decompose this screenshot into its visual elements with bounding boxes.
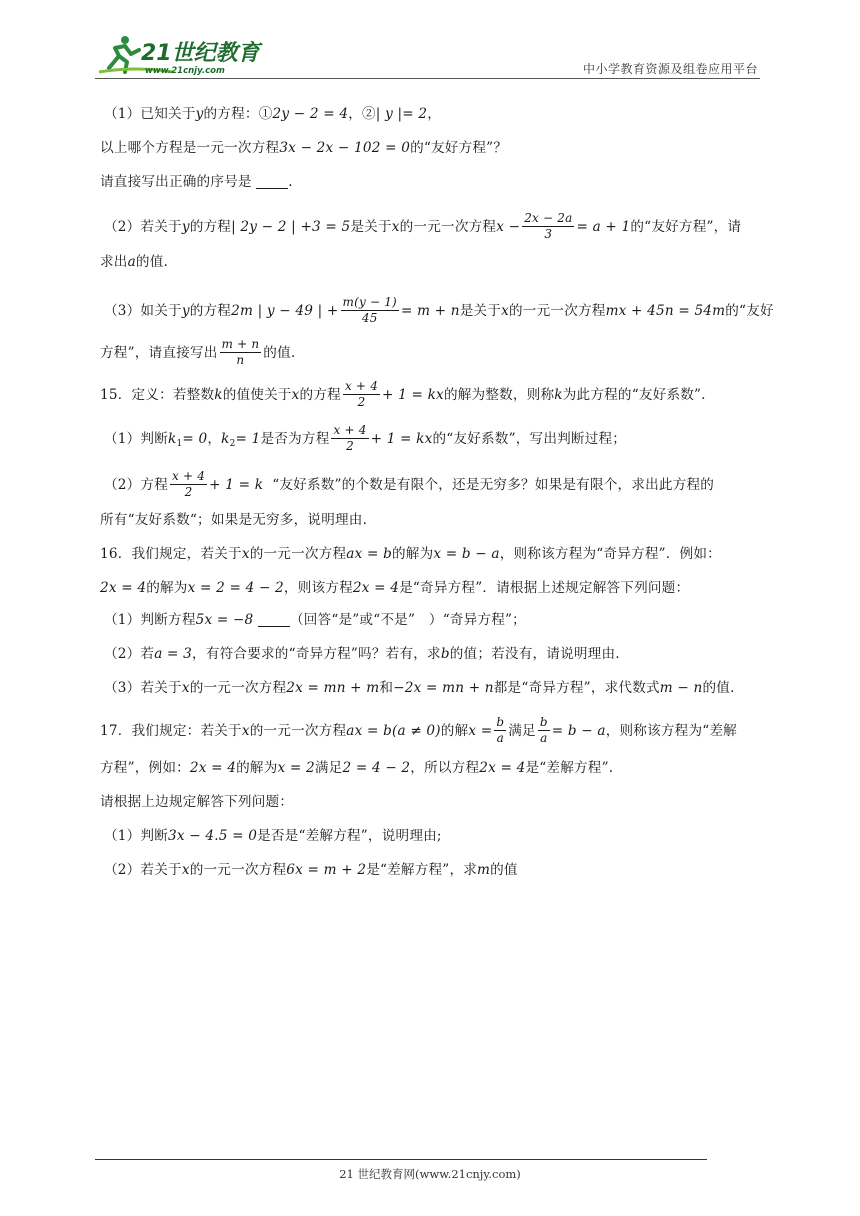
fraction: $\frac{b}{a}$ [496,715,505,745]
header-divider [95,78,760,79]
fraction: $\frac{m + n}{n}$ [221,337,260,367]
answer-blank [258,612,290,627]
q14-part1-line3: 请直接写出正确的序号是 . [100,174,293,190]
fraction: $\frac{x + 4}{2}$ [333,423,367,453]
footer-divider [95,1159,707,1160]
fraction: $\frac{x + 4}{2}$ [172,469,206,499]
platform-title: 中小学教育资源及组卷应用平台 [582,62,758,76]
q17-line1: 17．我们规定：若关于x的一元一次方程ax = b(a ≠ 0)的解x = $\frac{b}{a}$ 满足 $\frac{b}{a}$ = b − a，则称该方程为“差解 [100,715,737,745]
q17-line2: 方程”，例如：2x = 4的解为x = 2满足2 = 4 − 2，所以方程2x = 4是“差解方程”. [100,760,614,776]
q14-part1-line2: 以上哪个方程是一元一次方程3x − 2x − 102 = 0的“友好方程”？ [100,140,508,156]
fraction: $\frac{m(y - 1)}{45}$ [342,295,397,325]
page-header [95,28,760,80]
q15-line1: 15．定义：若整数k的值使关于x的方程 $\frac{x + 4}{2}$ + 1 = kx的解为整数，则称k为此方程的“友好系数”. [100,379,706,409]
q14-part3-line1: （3）如关于y的方程2m | y − 49 | + $\frac{m(y - 1)}{45}$ = m + n是关于x的一元一次方程mx + 45n = 54m的“友好 [104,295,774,325]
answer-blank [256,174,288,189]
q16-part1: （1）判断方程5x = −8 （回答“是”或“不是” ）“奇异方程”； [104,612,526,628]
q17-line3: 请根据上边规定解答下列问题： [100,794,294,810]
q14-part1-line1: （1）已知关于y的方程：①2y − 2 = 4，②| y |= 2， [104,106,442,122]
q16-part2: （2）若a = 3，有符合要求的“奇异方程”吗？若有，求b的值；若没有，请说明理由. [104,646,620,662]
q14-part2-line2: 求出a的值. [100,254,169,270]
q16-line1: 16．我们规定，若关于x的一元一次方程ax = b的解为x = b − a，则称该方程为“奇异方程”．例如： [100,546,721,562]
logo-url: www.21cnjy.com [145,66,225,76]
logo [95,28,265,80]
page-footer: 21 世纪教育网(www.21cnjy.com) [339,1167,521,1181]
fraction: $\frac{x + 4}{2}$ [344,379,379,409]
q14-part2-line1: （2）若关于y的方程| 2y − 2 | +3 = 5是关于x的一元一次方程x − $\frac{2x - 2a}{3}$ = a + 1的“友好方程”，请 [104,211,742,241]
q16-line2: 2x = 4的解为x = 2 = 4 − 2，则该方程2x = 4是“奇异方程”．请根据上述规定解答下列问题： [100,580,690,596]
fraction: $\frac{2x - 2a}{3}$ [524,211,573,241]
q14-part3-line2: 方程”，请直接写出 $\frac{m + n}{n}$ 的值. [100,337,296,367]
q17-part2: （2）若关于x的一元一次方程6x = m + 2是“差解方程”，求m的值 [104,862,518,878]
fraction: $\frac{b}{a}$ [539,715,548,745]
q16-part3: （3）若关于x的一元一次方程2x = mn + m和−2x = mn + n都是“奇异方程”，求代数式m − n的值. [104,680,735,696]
q17-part1: （1）判断3x − 4.5 = 0是否是“差解方程”，说明理由; [104,828,442,844]
q15-part2-line2: 所有“友好系数“；如果是无穷多，说明理由. [100,512,368,528]
logo-text: 21世纪教育 [141,41,260,66]
q15-part1: （1）判断$k_1= 0$，$k_2= 1$是否为方程 $\frac{x + 4}{2}$ + 1 = kx的“友好系数”，写出判断过程； [104,423,627,453]
q15-part2-line1: （2）方程 $\frac{x + 4}{2}$ + 1 = k “友好系数”的个数是有限个，还是无穷多？如果是有限个，求出此方程的 [104,469,715,499]
runner-logo-icon [95,28,265,80]
